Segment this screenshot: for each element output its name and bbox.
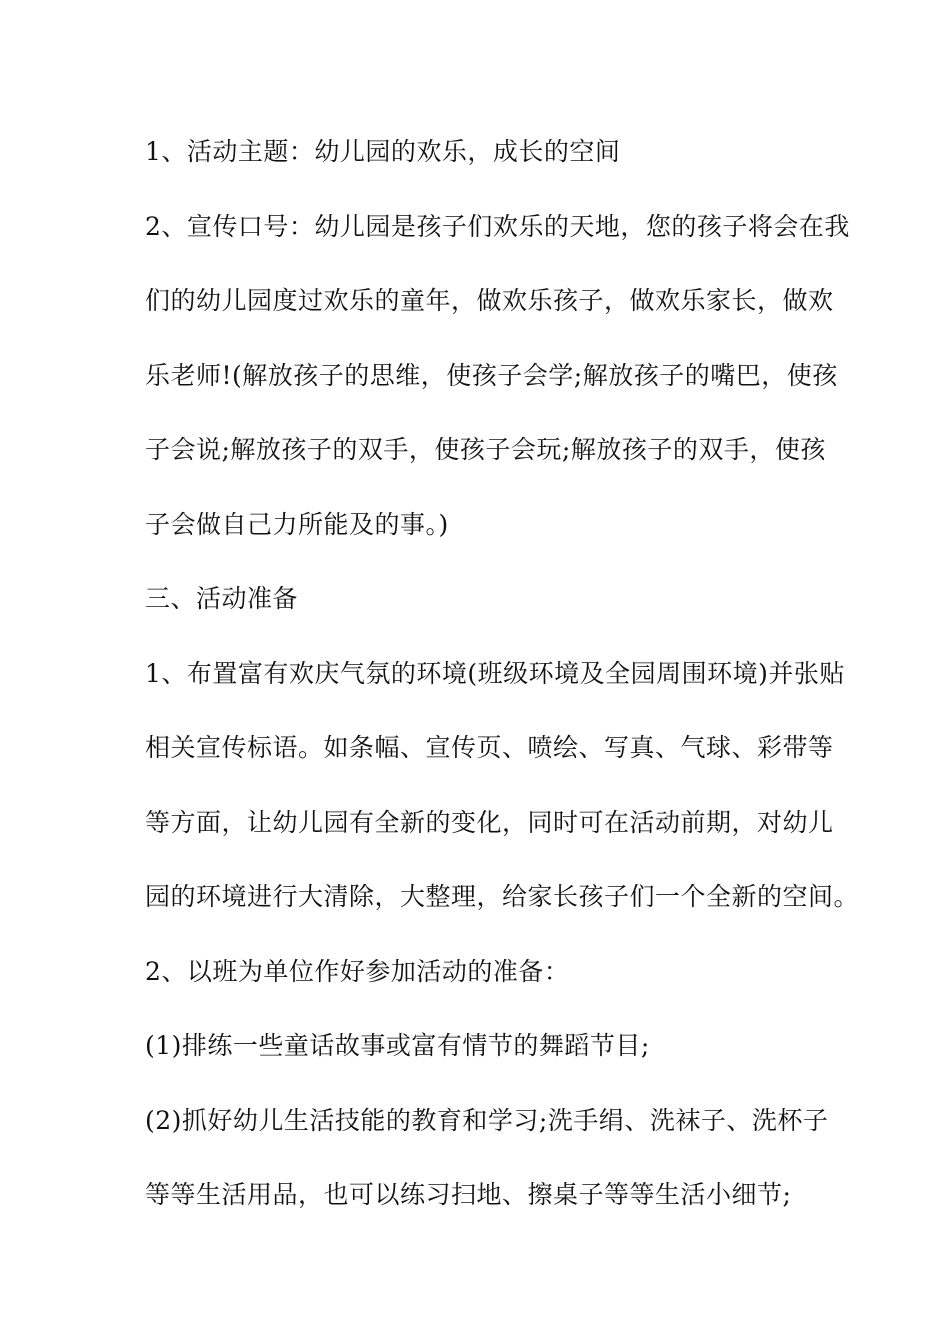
text-line: 们的幼儿园度过欢乐的童年，做欢乐孩子，做欢乐家长，做欢	[145, 286, 834, 315]
text-line: 子会做自己力所能及的事。)	[145, 509, 449, 539]
document-body	[145, 128, 860, 1246]
text-line: (1)排练一些童话故事或富有情节的舞蹈节目;	[145, 1031, 650, 1060]
text-line: 1、活动主题：幼儿园的欢乐，成长的空间	[145, 137, 621, 166]
text-line: 2、以班为单位作好参加活动的准备：	[145, 956, 570, 986]
text-line: 子会说;解放孩子的双手，使孩子会玩;解放孩子的双手，使孩	[145, 435, 826, 464]
text-line: 园的环境进行大清除，大整理，给家长孩子们一个全新的空间。	[145, 882, 860, 911]
section-heading: 三、活动准备	[145, 584, 299, 613]
text-line: 乐老师!(解放孩子的思维，使孩子会学;解放孩子的嘴巴，使孩	[145, 360, 838, 390]
text-line: 1、布置富有欢庆气氛的环境(班级环境及全园周围环境)并张贴	[145, 658, 845, 688]
text-line: 相关宣传标语。如条幅、宣传页、喷绘、写真、气球、彩带等	[145, 733, 834, 762]
text-line: 等方面，让幼儿园有全新的变化，同时可在活动前期，对幼儿	[145, 807, 834, 837]
text-line: 2、宣传口号：幼儿园是孩子们欢乐的天地，您的孩子将会在我	[145, 211, 850, 241]
text-line: (2)抓好幼儿生活技能的教育和学习;洗手绢、洗袜子、洗杯子	[145, 1105, 829, 1135]
text-line: 等等生活用品，也可以练习扫地、擦桌子等等生活小细节;	[145, 1180, 792, 1209]
